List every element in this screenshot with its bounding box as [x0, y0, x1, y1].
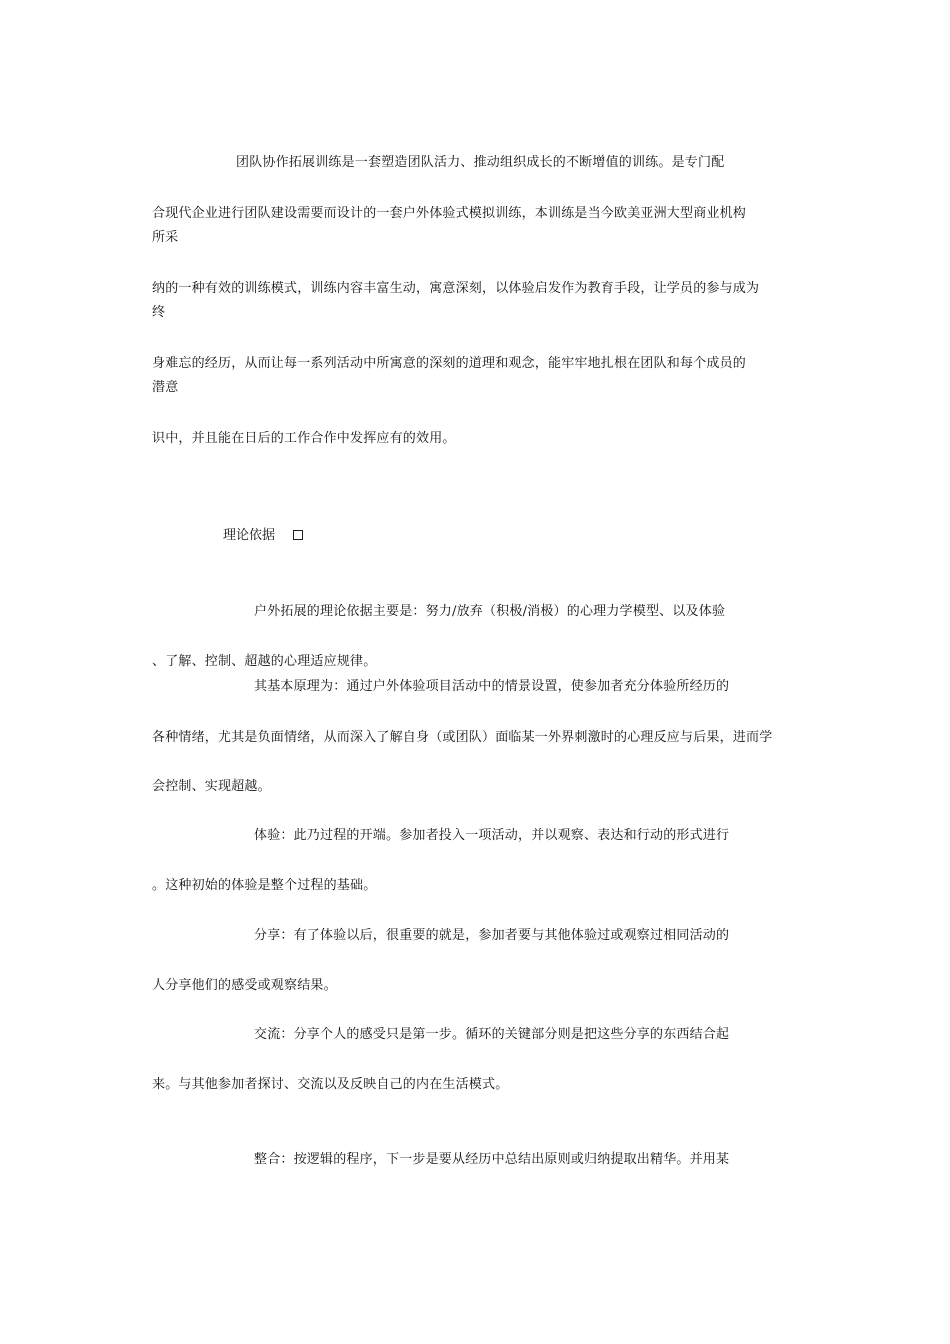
body-line-1: 户外拓展的理论依据主要是：努力/放弃（积极/消极）的心理力学模型、以及体验: [254, 604, 726, 619]
body-line-7: 。这种初始的体验是整个过程的基础。: [152, 878, 377, 893]
intro-line-1: 团队协作拓展训练是一套塑造团队活力、推动组织成长的不断增值的训练。是专门配: [236, 155, 725, 170]
intro-line-6: 身难忘的经历，从而让每一系列活动中所寓意的深刻的道理和观念，能牢牢地扎根在团队和每个成员的: [152, 356, 747, 371]
intro-line-7: 潜意: [152, 380, 179, 395]
checkbox-icon: [293, 530, 303, 540]
intro-line-5: 终: [152, 305, 166, 320]
intro-line-4: 纳的一种有效的训练模式，训练内容丰富生动，寓意深刻，以体验启发作为教育手段，让学员的参与成为: [152, 281, 760, 296]
body-line-2: 、了解、控制、超越的心理适应规律。: [152, 654, 377, 669]
intro-line-3: 所采: [152, 230, 179, 245]
body-line-8: 分享：有了体验以后，很重要的就是，参加者要与其他体验过或观察过相同活动的: [254, 928, 730, 943]
section-heading-text: 理论依据: [223, 528, 276, 543]
body-line-11: 来。与其他参加者探讨、交流以及反映自己的内在生活模式。: [152, 1077, 509, 1092]
body-line-4: 各种情绪，尤其是负面情绪，从而深入了解自身（或团队）面临某一外界刺激时的心理反应与后果，进而学: [152, 730, 773, 745]
body-line-9: 人分享他们的感受或观察结果。: [152, 978, 337, 993]
body-line-10: 交流：分享个人的感受只是第一步。循环的关键部分则是把这些分享的东西结合起: [254, 1027, 730, 1042]
body-line-12: 整合：按逻辑的程序，下一步是要从经历中总结出原则或归纳提取出精华。并用某: [254, 1152, 730, 1167]
body-line-5: 会控制、实现超越。: [152, 779, 271, 794]
intro-line-2: 合现代企业进行团队建设需要而设计的一套户外体验式模拟训练，本训练是当今欧美亚洲大型商业机构: [152, 206, 747, 221]
intro-line-8: 识中，并且能在日后的工作合作中发挥应有的效用。: [152, 431, 456, 446]
body-line-3: 其基本原理为：通过户外体验项目活动中的情景设置，使参加者充分体验所经历的: [254, 679, 730, 694]
body-line-6: 体验：此乃过程的开端。参加者投入一项活动，并以观察、表达和行动的形式进行: [254, 828, 730, 843]
section-heading: [223, 528, 303, 544]
